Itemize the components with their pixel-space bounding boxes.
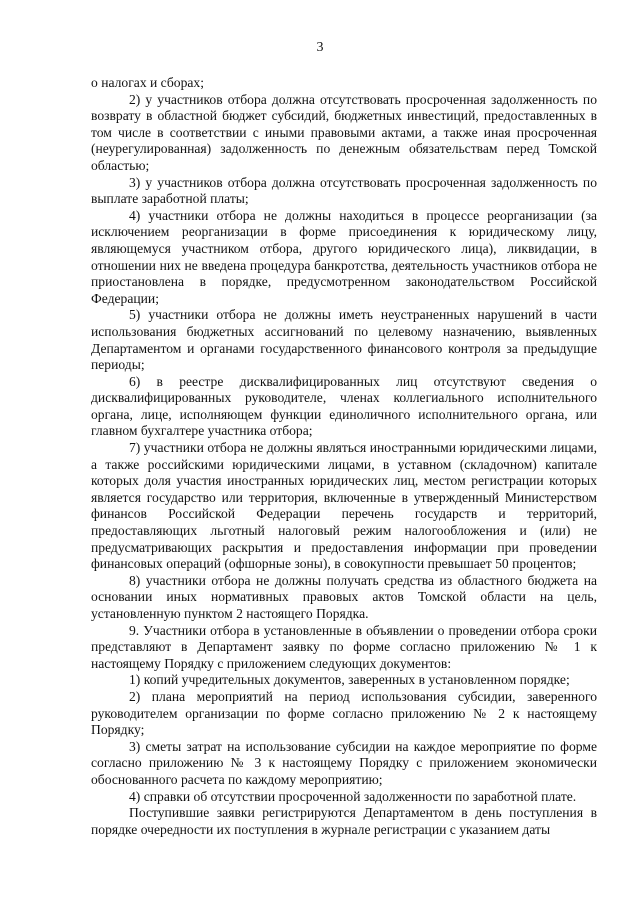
paragraph: 6) в реестре дисквалифицированных лиц отсутствуют сведения о дисквалифицированных руководителе, членах коллегиального исполнительного органа, лице, исполняющем функции единоличного исполнительного органа, или главном бухгалтере участника отбора; <box>91 373 597 439</box>
paragraph: 7) участники отбора не должны являться иностранными юридическими лицами, а также российскими юридическими лицами, в уставном (складочном) капитале которых доля участия иностранных юридических лиц, местом регистрации которых является государство или территория, включенные в утвержденный Министерством финансов Российской Федерации перечень государств и территорий, предоставляющих льготный налоговый режим налогообложения и (или) не предусматривающих раскрытия и предоставления информации при проведении финансовых операций (офшорные зоны), в совокупности превышает 50 процентов; <box>91 440 597 572</box>
paragraph: Поступившие заявки регистрируются Департаментом в день поступления в порядке очередности их поступления в журнале регистрации с указанием даты <box>91 805 597 837</box>
paragraph: 2) плана мероприятий на период использования субсидии, заверенного руководителем организации по форме согласно приложению № 2 к настоящему Порядку; <box>91 688 597 738</box>
paragraph: 4) участники отбора не должны находиться в процессе реорганизации (за исключением реорганизации в форме присоединения к юридическому лицу, являющемуся участником отбора, другого юридического лица), ликвидации, в отношении них не введена процедура банкротства, деятельность участников отбора не приостановлена в порядке, предусмотренном законодательством Российской Федерации; <box>91 207 597 306</box>
paragraph: о налогах и сборах; <box>91 75 204 90</box>
page-number: 3 <box>316 40 324 55</box>
paragraph: 9. Участники отбора в установленные в объявлении о проведении отбора сроки представляют в Департамент заявку по форме согласно приложению № 1 к настоящему Порядку с приложением следующих документов: <box>91 622 597 671</box>
paragraph: 3) у участников отбора должна отсутствовать просроченная задолженность по выплате заработной платы; <box>91 174 597 207</box>
paragraph: 8) участники отбора не должны получать средства из областного бюджета на основании иных нормативных правовых актов Томской области на цель, установленную пунктом 2 настоящего Порядка. <box>91 572 597 621</box>
paragraph: 3) сметы затрат на использование субсидии на каждое мероприятие по форме согласно приложению № 3 к настоящему Порядку с приложением экономически обоснованного расчета по каждому мероприятию; <box>91 738 597 787</box>
paragraph: 4) справки об отсутствии просроченной задолженности по заработной плате. <box>129 788 577 804</box>
paragraph: 1) копий учредительных документов, заверенных в установленном порядке; <box>129 672 570 688</box>
paragraph: 2) у участников отбора должна отсутствовать просроченная задолженность по возврату в областной бюджет субсидий, бюджетных инвестиций, предоставленных в том числе в соответствии с иными правовыми актами, а также иная просроченная (неурегулированная) задолженность по денежным обязательствам перед Томской областью; <box>91 91 597 173</box>
body-text <box>91 75 597 838</box>
paragraph: 5) участники отбора не должны иметь неустраненных нарушений в части использования бюджетных ассигнований по целевому назначению, выявленных Департаментом и органами государственного финансового контроля за предыдущие периоды; <box>91 307 597 373</box>
